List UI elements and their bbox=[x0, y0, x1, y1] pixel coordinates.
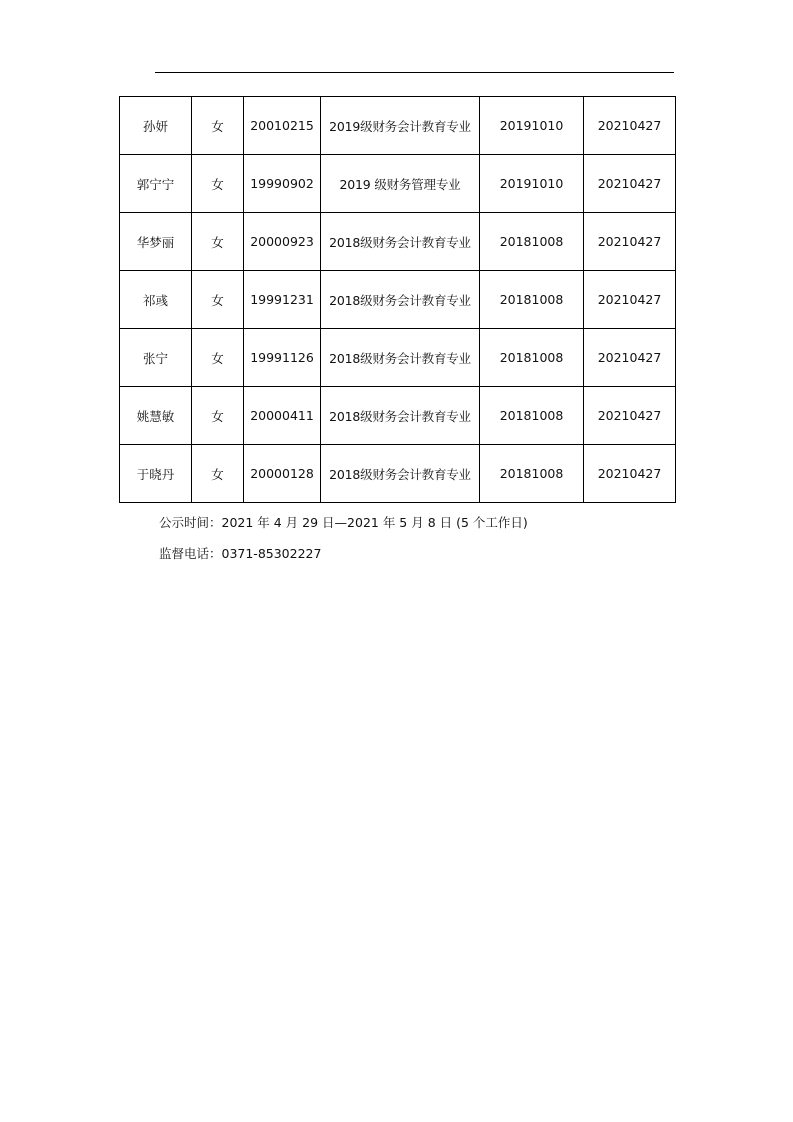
gender-cell: 女 bbox=[192, 213, 244, 271]
birth-date-cell: 20010215 bbox=[244, 97, 321, 155]
approval-date-cell: 20210427 bbox=[584, 445, 676, 503]
table-row bbox=[120, 445, 676, 503]
birth-date-cell: 20000411 bbox=[244, 387, 321, 445]
birth-date-cell: 19991126 bbox=[244, 329, 321, 387]
major-cell: 2018级财务会计教育专业 bbox=[321, 387, 480, 445]
name-cell: 张宁 bbox=[120, 329, 192, 387]
major-cell: 2018级财务会计教育专业 bbox=[321, 271, 480, 329]
name-cell: 祁彧 bbox=[120, 271, 192, 329]
table-row bbox=[120, 329, 676, 387]
gender-cell: 女 bbox=[192, 329, 244, 387]
name-cell: 郭宁宁 bbox=[120, 155, 192, 213]
name-cell: 孙妍 bbox=[120, 97, 192, 155]
birth-date-cell: 20000923 bbox=[244, 213, 321, 271]
enrollment-date-cell: 20181008 bbox=[480, 271, 584, 329]
approval-date-cell: 20210427 bbox=[584, 387, 676, 445]
name-cell: 于晓丹 bbox=[120, 445, 192, 503]
birth-date-cell: 19990902 bbox=[244, 155, 321, 213]
major-cell: 2018级财务会计教育专业 bbox=[321, 329, 480, 387]
gender-cell: 女 bbox=[192, 155, 244, 213]
table-row bbox=[120, 213, 676, 271]
table-row bbox=[120, 271, 676, 329]
table-row bbox=[120, 387, 676, 445]
gender-cell: 女 bbox=[192, 97, 244, 155]
name-cell: 姚慧敏 bbox=[120, 387, 192, 445]
enrollment-date-cell: 20181008 bbox=[480, 445, 584, 503]
approval-date-cell: 20210427 bbox=[584, 97, 676, 155]
gender-cell: 女 bbox=[192, 271, 244, 329]
enrollment-date-cell: 20181008 bbox=[480, 213, 584, 271]
birth-date-cell: 19991231 bbox=[244, 271, 321, 329]
enrollment-date-cell: 20181008 bbox=[480, 387, 584, 445]
enrollment-date-cell: 20191010 bbox=[480, 155, 584, 213]
approval-date-cell: 20210427 bbox=[584, 213, 676, 271]
name-cell: 华梦丽 bbox=[120, 213, 192, 271]
publicity-period-text: 公示时间：2021 年 4 月 29 日—2021 年 5 月 8 日 (5 个工作日) bbox=[159, 515, 528, 530]
table-row bbox=[120, 155, 676, 213]
major-cell: 2018级财务会计教育专业 bbox=[321, 445, 480, 503]
header-rule bbox=[155, 72, 674, 73]
roster-table bbox=[119, 96, 676, 503]
major-cell: 2019 级财务管理专业 bbox=[321, 155, 480, 213]
enrollment-date-cell: 20191010 bbox=[480, 97, 584, 155]
table-row bbox=[120, 97, 676, 155]
major-cell: 2018级财务会计教育专业 bbox=[321, 213, 480, 271]
approval-date-cell: 20210427 bbox=[584, 271, 676, 329]
birth-date-cell: 20000128 bbox=[244, 445, 321, 503]
gender-cell: 女 bbox=[192, 387, 244, 445]
gender-cell: 女 bbox=[192, 445, 244, 503]
approval-date-cell: 20210427 bbox=[584, 155, 676, 213]
enrollment-date-cell: 20181008 bbox=[480, 329, 584, 387]
approval-date-cell: 20210427 bbox=[584, 329, 676, 387]
major-cell: 2019级财务会计教育专业 bbox=[321, 97, 480, 155]
supervision-phone-text: 监督电话：0371-85302227 bbox=[159, 546, 322, 561]
